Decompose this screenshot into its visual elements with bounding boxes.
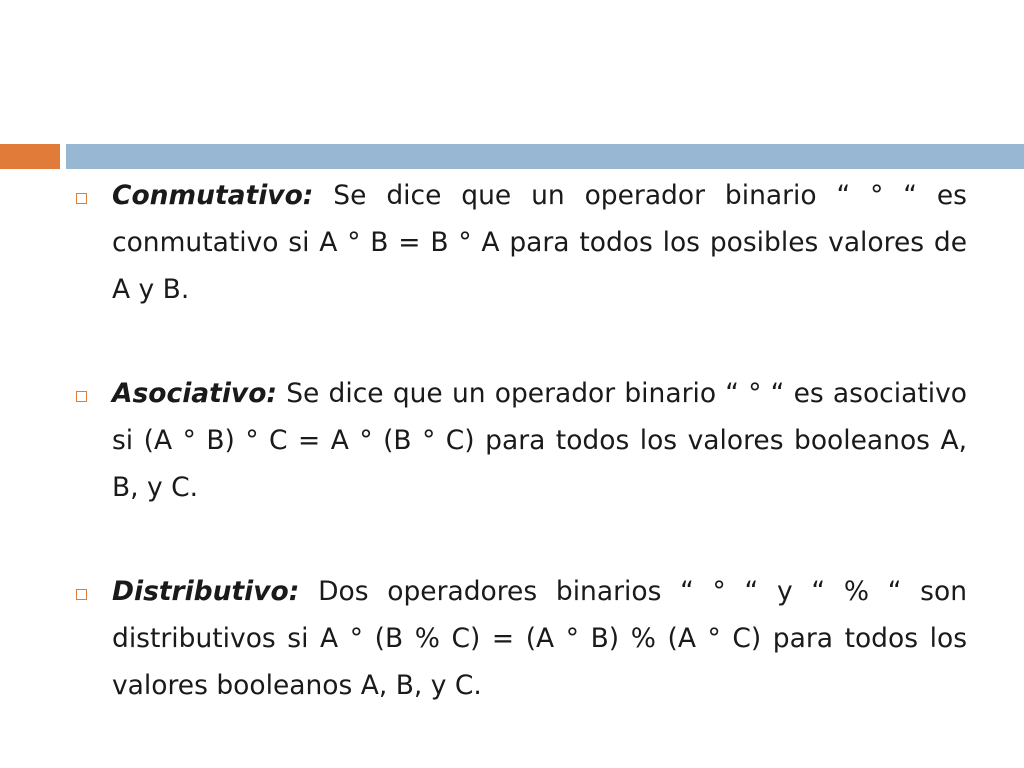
- square-bullet-icon: [76, 589, 87, 600]
- bullet-text: [112, 568, 967, 709]
- header-band: [66, 144, 1024, 169]
- square-bullet-icon: [76, 193, 87, 204]
- bullet-term: Asociativo:: [112, 378, 277, 409]
- bullet-term: Conmutativo:: [112, 180, 314, 211]
- bullet-term: Distributivo:: [112, 576, 300, 607]
- accent-block: [0, 144, 60, 169]
- bullet-body: Se dice que un operador binario “ ° “ es conmutativo si A ° B = B ° A para todos los posibles valores de A y B.: [112, 180, 967, 305]
- bullet-body: Se dice que un operador binario “ ° “ es asociativo si (A ° B) ° C = A ° (B ° C) para todos los valores booleanos A, B, y C.: [112, 378, 967, 503]
- header-bar: [0, 144, 1024, 169]
- bullet-text: [112, 370, 967, 511]
- square-bullet-icon: [76, 391, 87, 402]
- bullet-body: Dos operadores binarios “ ° “ y “ % “ son distributivos si A ° (B % C) = (A ° B) % (A ° C) para todos los valores booleanos A, B, y C.: [112, 576, 967, 701]
- bullet-text: [112, 172, 967, 313]
